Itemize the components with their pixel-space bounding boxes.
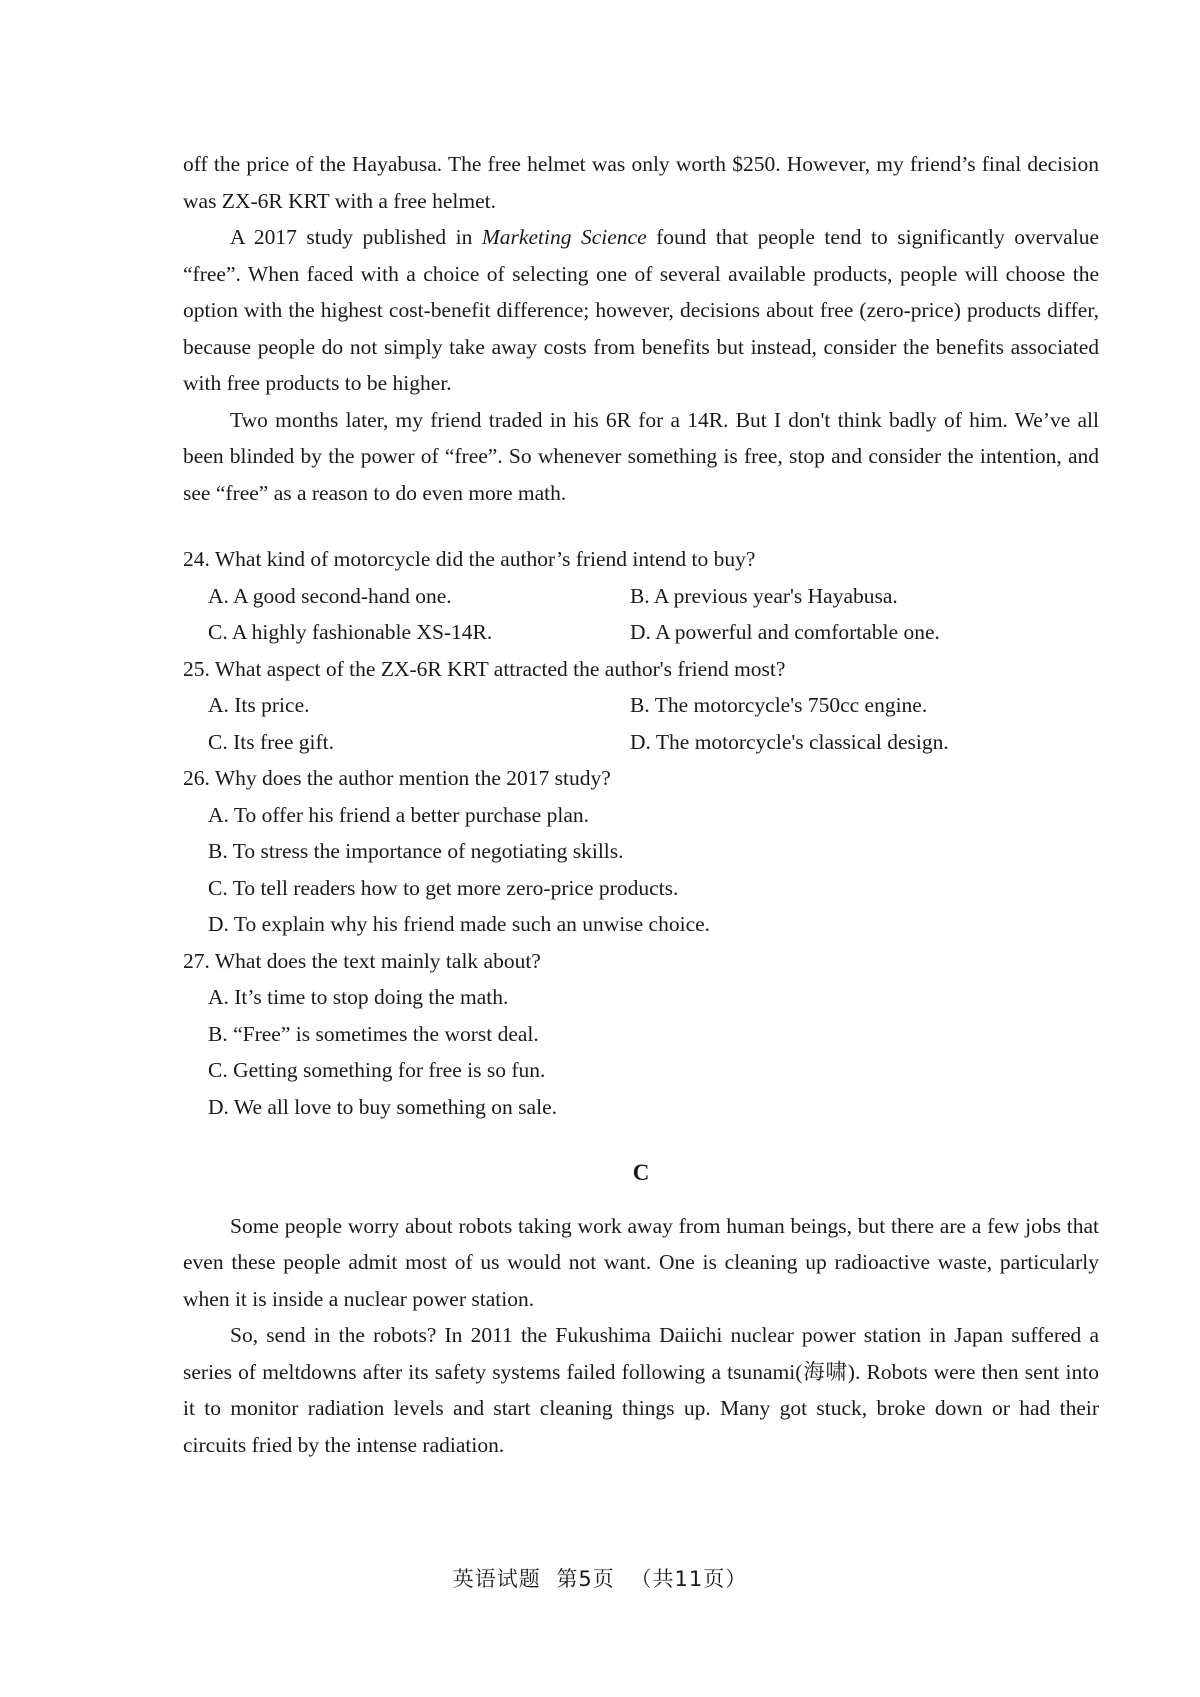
question-25 — [183, 651, 1099, 761]
option-c: C. Getting something for free is so fun. — [208, 1058, 546, 1082]
option-d: D. A powerful and comfortable one. — [630, 620, 940, 644]
option-a: A. A good second-hand one. — [208, 583, 452, 608]
paragraph: A 2017 study published in Marketing Science found that people tend to significantly overvalue “free”. When faced with a choice of selecting one of several available products, people will choose the option with the highest cost-benefit difference; however, decisions about free (zero-price) products differ, because people do not simply take away costs from benefits but instead, consider the benefits associated with free products to be higher. — [183, 225, 1099, 395]
question-26 — [183, 760, 1099, 943]
page-footer — [0, 1563, 1200, 1593]
question-24 — [183, 541, 1099, 651]
option-c: C. Its free gift. — [208, 729, 334, 754]
answer-options — [183, 687, 1099, 760]
option-b: B. To stress the importance of negotiating skills. — [208, 839, 624, 863]
footer-page-number: 第5页 — [556, 1567, 615, 1591]
journal-title: Marketing Science — [481, 225, 647, 249]
section-heading: C — [632, 1160, 650, 1185]
question-stem: 26. Why does the author mention the 2017 study? — [183, 766, 611, 790]
option-b: B. The motorcycle's 750cc engine. — [630, 693, 928, 717]
paragraph: Some people worry about robots taking work away from human beings, but there are a few jobs that even these people admit most of us would not want. One is cleaning up radioactive waste, particularly when it is inside a nuclear power station. — [183, 1213, 1099, 1311]
answer-options — [183, 797, 1099, 943]
option-c: C. A highly fashionable XS-14R. — [208, 620, 493, 644]
passage-b-tail — [183, 146, 1099, 511]
question-stem: 25. What aspect of the ZX-6R KRT attracted the author's friend most? — [183, 656, 786, 681]
option-c: C. To tell readers how to get more zero-price products. — [208, 875, 679, 900]
paragraph: Two months later, my friend traded in his 6R for a 14R. But I don't think badly of him. We’ve all been blinded by the power of “free”. So whenever something is free, stop and consider the intention, and see “free” as a reason to do even more math. — [183, 407, 1099, 505]
option-d: D. We all love to buy something on sale. — [208, 1094, 557, 1119]
paragraph: off the price of the Hayabusa. The free helmet was only worth $250. However, my friend’s final decision was ZX-6R KRT with a free helmet. — [183, 152, 1099, 213]
passage-c — [183, 1208, 1099, 1464]
page-content — [183, 146, 1099, 1463]
question-list — [183, 541, 1099, 1125]
option-b: B. “Free” is sometimes the worst deal. — [208, 1021, 539, 1046]
answer-options — [183, 578, 1099, 651]
option-a: A. Its price. — [208, 693, 310, 717]
answer-options — [183, 979, 1099, 1125]
option-a: A. To offer his friend a better purchase plan. — [208, 802, 589, 827]
option-d: D. The motorcycle's classical design. — [630, 729, 949, 754]
footer-subject: 英语试题 — [452, 1567, 541, 1591]
option-a: A. It’s time to stop doing the math. — [208, 985, 509, 1009]
question-stem: 24. What kind of motorcycle did the author’s friend intend to buy? — [183, 547, 756, 571]
option-b: B. A previous year's Hayabusa. — [630, 583, 898, 608]
question-27 — [183, 943, 1099, 1126]
paragraph: So, send in the robots? In 2011 the Fukushima Daiichi nuclear power station in Japan suffered a series of meltdowns after its safety systems failed following a tsunami(海啸). Robots were then sent into it to monitor radiation levels and start cleaning things up. Many got stuck, broke down or had their circuits fried by the intense radiation. — [183, 1323, 1099, 1457]
footer-page-total: （共11页） — [630, 1567, 748, 1591]
question-stem: 27. What does the text mainly talk about? — [183, 948, 541, 973]
option-d: D. To explain why his friend made such an unwise choice. — [208, 912, 711, 936]
